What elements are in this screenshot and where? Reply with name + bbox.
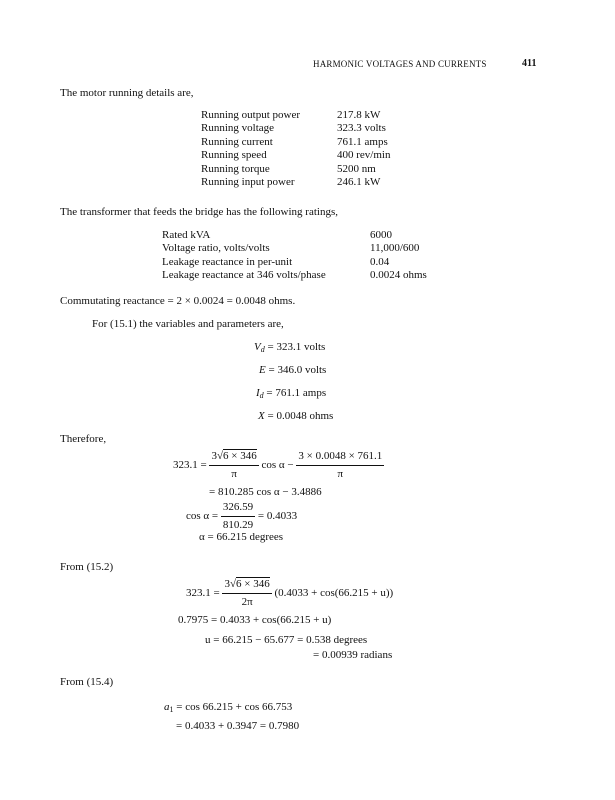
- eq2-fraction: [222, 577, 271, 610]
- param-id: $I_d = 761.1$ amps: [256, 387, 327, 400]
- eq3-line-1: a1 = cos 66.215 + cos 66.753: [164, 701, 293, 714]
- eq2-frac-den: 2π: [241, 596, 253, 608]
- row-value: 217.8 kW: [337, 109, 381, 121]
- eq3-line-2: = 0.4033 + 0.3947 = 0.7980: [176, 720, 300, 732]
- eq1-cos-line: [186, 500, 297, 533]
- eq1-frac3-den: 810.29: [222, 519, 254, 531]
- row-label: Running voltage: [201, 122, 275, 135]
- row-value: 323.3 volts: [337, 122, 386, 135]
- row-label: Running input power: [201, 176, 295, 189]
- row-label: Running output power: [201, 109, 300, 121]
- table-row: [162, 269, 427, 282]
- eq1-frac2-den: π: [337, 468, 344, 480]
- eq2-frac-num: 3√6 × 346: [222, 577, 271, 594]
- table-row: [162, 229, 427, 242]
- row-label: Rated kVA: [162, 229, 211, 241]
- row-value: 0.0024 ohms: [370, 269, 427, 282]
- row-label: Leakage reactance at 346 volts/phase: [162, 269, 326, 282]
- param-id-value: = 761.1 amps: [266, 387, 327, 399]
- transformer-intro: The transformer that feeds the bridge has the following ratings,: [60, 206, 338, 218]
- row-value: 5200 nm: [337, 162, 376, 175]
- eq2-frac-num-text: 6 × 346: [236, 578, 270, 590]
- row-value: 761.1 amps: [337, 135, 388, 148]
- table-row: [201, 122, 390, 135]
- table-row: [201, 136, 390, 149]
- param-vd: $V_d = 323.1$ volts: [254, 341, 326, 354]
- table-row: [162, 256, 427, 269]
- eq1-line-2: = 810.285 cos α − 3.4886: [209, 486, 322, 498]
- eq3-line-1-text: = cos 66.215 + cos 66.753: [176, 701, 293, 713]
- page-number: 411: [522, 58, 537, 69]
- eq2-line-2: 0.7975 = 0.4033 + cos(66.215 + u): [178, 614, 332, 626]
- table-row: [201, 163, 390, 176]
- eq1-fraction-1: [209, 449, 258, 482]
- eq1-frac1-num-text: 6 × 346: [223, 450, 257, 462]
- from-15-4-text: From (15.4): [60, 676, 114, 688]
- equation-1: [173, 449, 384, 482]
- eq1-frac2-num: 3 × 0.0048 × 761.1: [296, 449, 384, 466]
- param-x: X = 0.0048 ohms: [258, 410, 334, 422]
- row-label: Leakage reactance in per-unit: [162, 255, 293, 268]
- eq1-cos-alpha: cos α −: [261, 459, 294, 471]
- eq1-frac1-num: 3√6 × 346: [209, 449, 258, 466]
- for-15-1-text: For (15.1) the variables and parameters are,: [92, 318, 284, 330]
- param-vd-value: = 323.1 volts: [267, 341, 326, 353]
- table-row: [201, 109, 390, 122]
- row-label: Running current: [201, 135, 273, 148]
- row-label: Voltage ratio, volts/volts: [162, 242, 270, 255]
- eq1-fraction-3: [221, 500, 255, 533]
- commutating-reactance: Commutating reactance = 2 × 0.0024 = 0.0048 ohms.: [60, 295, 296, 307]
- running-title: HARMONIC VOLTAGES AND CURRENTS: [313, 59, 487, 69]
- eq2-lhs: 323.1 =: [186, 587, 220, 599]
- motor-table: [201, 109, 390, 189]
- row-value: 11,000/600: [370, 242, 420, 255]
- transformer-table: [162, 229, 427, 283]
- table-row: [201, 176, 390, 189]
- equation-2: [186, 577, 393, 610]
- param-x-value: = 0.0048 ohms: [267, 410, 334, 422]
- eq1-cos-lhs: cos α =: [186, 510, 219, 522]
- param-e-value: = 346.0 volts: [268, 364, 327, 376]
- eq1-lhs: 323.1 =: [173, 459, 207, 471]
- eq1-frac3-rhs: = 0.4033: [257, 510, 298, 522]
- eq2-line-3: u = 66.215 − 65.677 = 0.538 degrees: [205, 634, 368, 646]
- table-row: [162, 242, 427, 255]
- eq2-rhs: (0.4033 + cos(66.215 + u)): [274, 587, 394, 599]
- row-value: 0.04: [370, 255, 390, 268]
- eq1-fraction-2: [296, 449, 384, 482]
- therefore-text: Therefore,: [60, 433, 107, 445]
- row-label: Running speed: [201, 149, 267, 162]
- param-e: E = 346.0 volts: [259, 364, 327, 376]
- row-label: Running torque: [201, 162, 270, 175]
- eq1-frac1-den: π: [231, 468, 237, 480]
- eq2-line-4: = 0.00939 radians: [313, 649, 393, 661]
- row-value: 6000: [370, 229, 392, 241]
- table-row: [201, 149, 390, 162]
- motor-intro: The motor running details are,: [60, 87, 194, 99]
- row-value: 246.1 kW: [337, 176, 381, 189]
- from-15-2-text: From (15.2): [60, 561, 114, 573]
- row-value: 400 rev/min: [337, 149, 391, 162]
- eq1-frac3-num: 326.59: [221, 500, 255, 517]
- eq1-alpha: α = 66.215 degrees: [199, 531, 284, 543]
